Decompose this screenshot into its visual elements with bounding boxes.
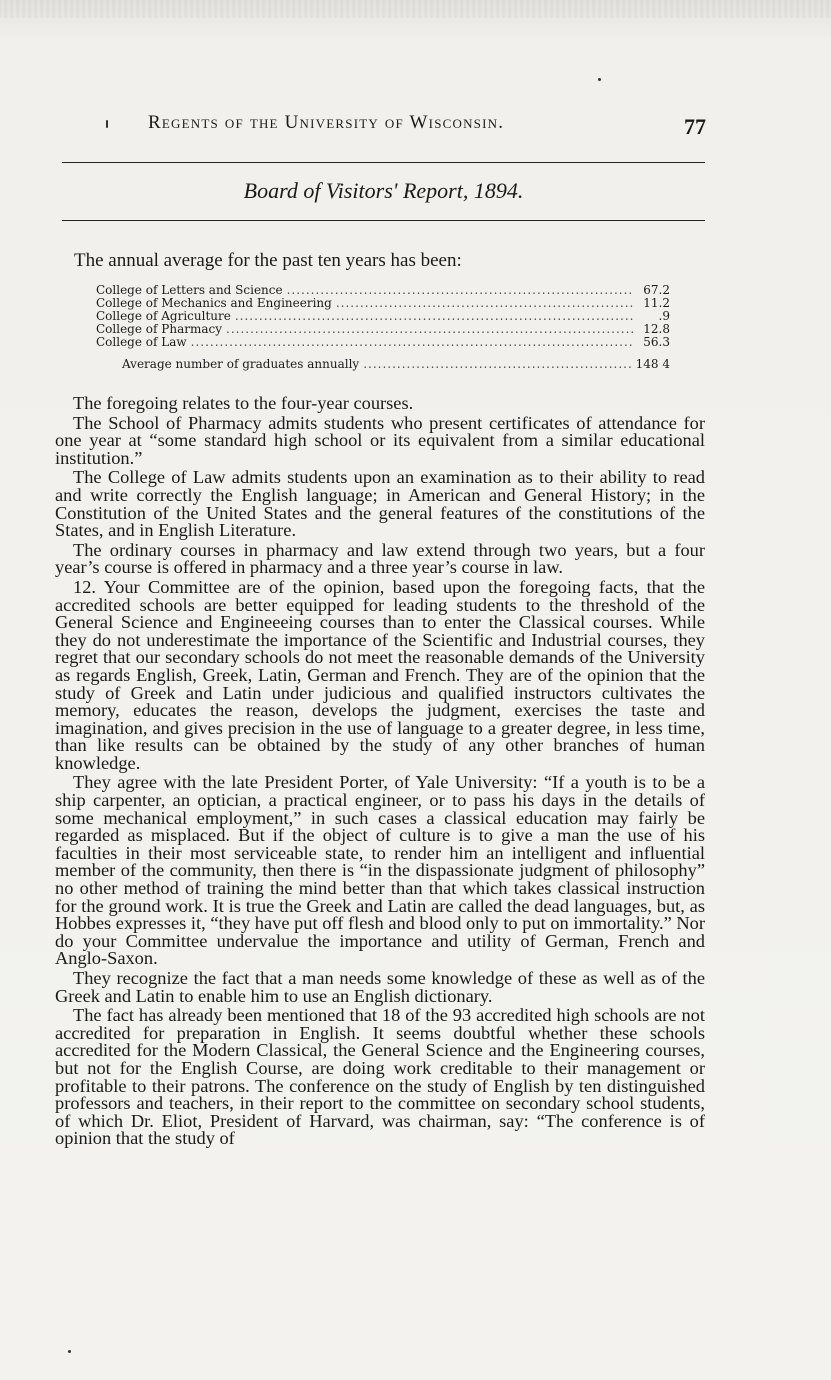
paragraph: 12. Your Committee are of the opinion, based upon the foregoing facts, that the accredited schools are better equipped for leading students to the threshold of the General Science and Engineeeing courses than to enter the Classical courses. While they do not underestimate the importance of the Scientific and Industrial courses, they regret that our secondary schools do not meet the reasonable demands of the University as regards English, Greek, Latin, German and French. They are of the opinion that the study of Greek and Latin under judicious and qualified instructors cultivates the memory, educates the reason, develops the judgment, exercises the taste and imagination, and gives precision in the use of language to a greater degree, in less time, than like results can be obtained by the study of any other branches of human knowledge. [55,576,705,773]
college-name: College of Law [96,335,187,349]
ink-mark [106,120,108,128]
ink-speck [598,78,601,81]
college-name: College of Agriculture [96,309,231,323]
average-row [96,358,670,371]
scan-edge-noise [0,0,831,18]
table-row [96,336,670,349]
college-average: 56.3 [643,335,670,349]
leader-dots [336,297,634,310]
college-average: 12.8 [643,322,670,336]
graduates-table [96,284,670,371]
paragraph: The College of Law admits students upon an examination as to their ability to read and write correctly the English language; in American and General History; in the Constitution of the United States and the general features of the constitutions of the States, and in English Literature. [55,467,705,541]
leader-dots [235,310,634,323]
leader-dots [287,284,634,297]
page-number: 77 [684,114,706,139]
ink-speck [68,1350,71,1353]
paragraph: They agree with the late President Porter, of Yale University: “If a youth is to be a ship carpenter, an optician, a practical engineer, or to pass his days in the details of some mechanical employment,” in such cases a classical education may fairly be regarded as misplaced. But if the object of culture is to give a man the use of his faculties in their most serviceable state, to render him an intelligent and influential member of the community, then there is “in the dispassionate judgment of philosophy” no other method of training the mind better than that which takes classical instruction for the ground work. It is true the Greek and Latin are called the dead languages, but, as Hobbes expresses it, “they have put off flesh and blood only to put on immortality.” Nor do your Committee undervalue the importance and utility of German, French and Anglo-Saxon. [55,772,705,969]
college-average: 67.2 [643,283,670,297]
leader-dots [226,323,634,336]
average-label: Average number of graduates annually [122,357,360,371]
leader-dots [363,358,631,371]
paragraph: The ordinary courses in pharmacy and law extend through two years, but a four year’s course is offered in pharmacy and a three year’s course in law. [55,539,705,578]
college-name: College of Pharmacy [96,322,222,336]
paragraph: The fact has already been mentioned that 18 of the 93 accredited high schools are not accredited for preparation in English. It seems doubtful whether these schools accredited for the Modern Classical, the General Science and the Engineering courses, but not for the English Course, are doing work creditable to their management or profitable to their patrons. The conference on the study of English by ten distinguished professors and teachers, in their report to the committee on secondary school students, of which Dr. Eliot, President of Harvard, was chairman, say: “The conference is of opinion that the study of [55,1005,705,1149]
header-rule-top [62,162,705,163]
report-title: Board of Visitors' Report, 1894. [243,178,524,203]
paragraph: They recognize the fact that a man needs some knowledge of these as well as of the Greek and Latin to enable him to use an English dictionary. [55,968,705,1006]
intro-sentence: The annual average for the past ten years has been: [74,250,462,271]
leader-dots [191,336,634,349]
paragraph: The foregoing relates to the four-year courses. [73,393,414,413]
paragraph: The School of Pharmacy admits students who present certificates of attendance for one year at “some standard high school or its equivalent from a similar educational institution.” [55,412,705,468]
running-head: Regents of the University of Wisconsin. [148,112,505,133]
average-value: 148 4 [635,357,670,371]
college-name: College of Mechanics and Engineering [96,296,332,310]
report-body [55,395,705,1150]
college-average: .9 [658,309,670,323]
college-name: College of Letters and Science [96,283,283,297]
header-rule-bottom [62,220,705,221]
college-average: 11.2 [643,296,670,310]
